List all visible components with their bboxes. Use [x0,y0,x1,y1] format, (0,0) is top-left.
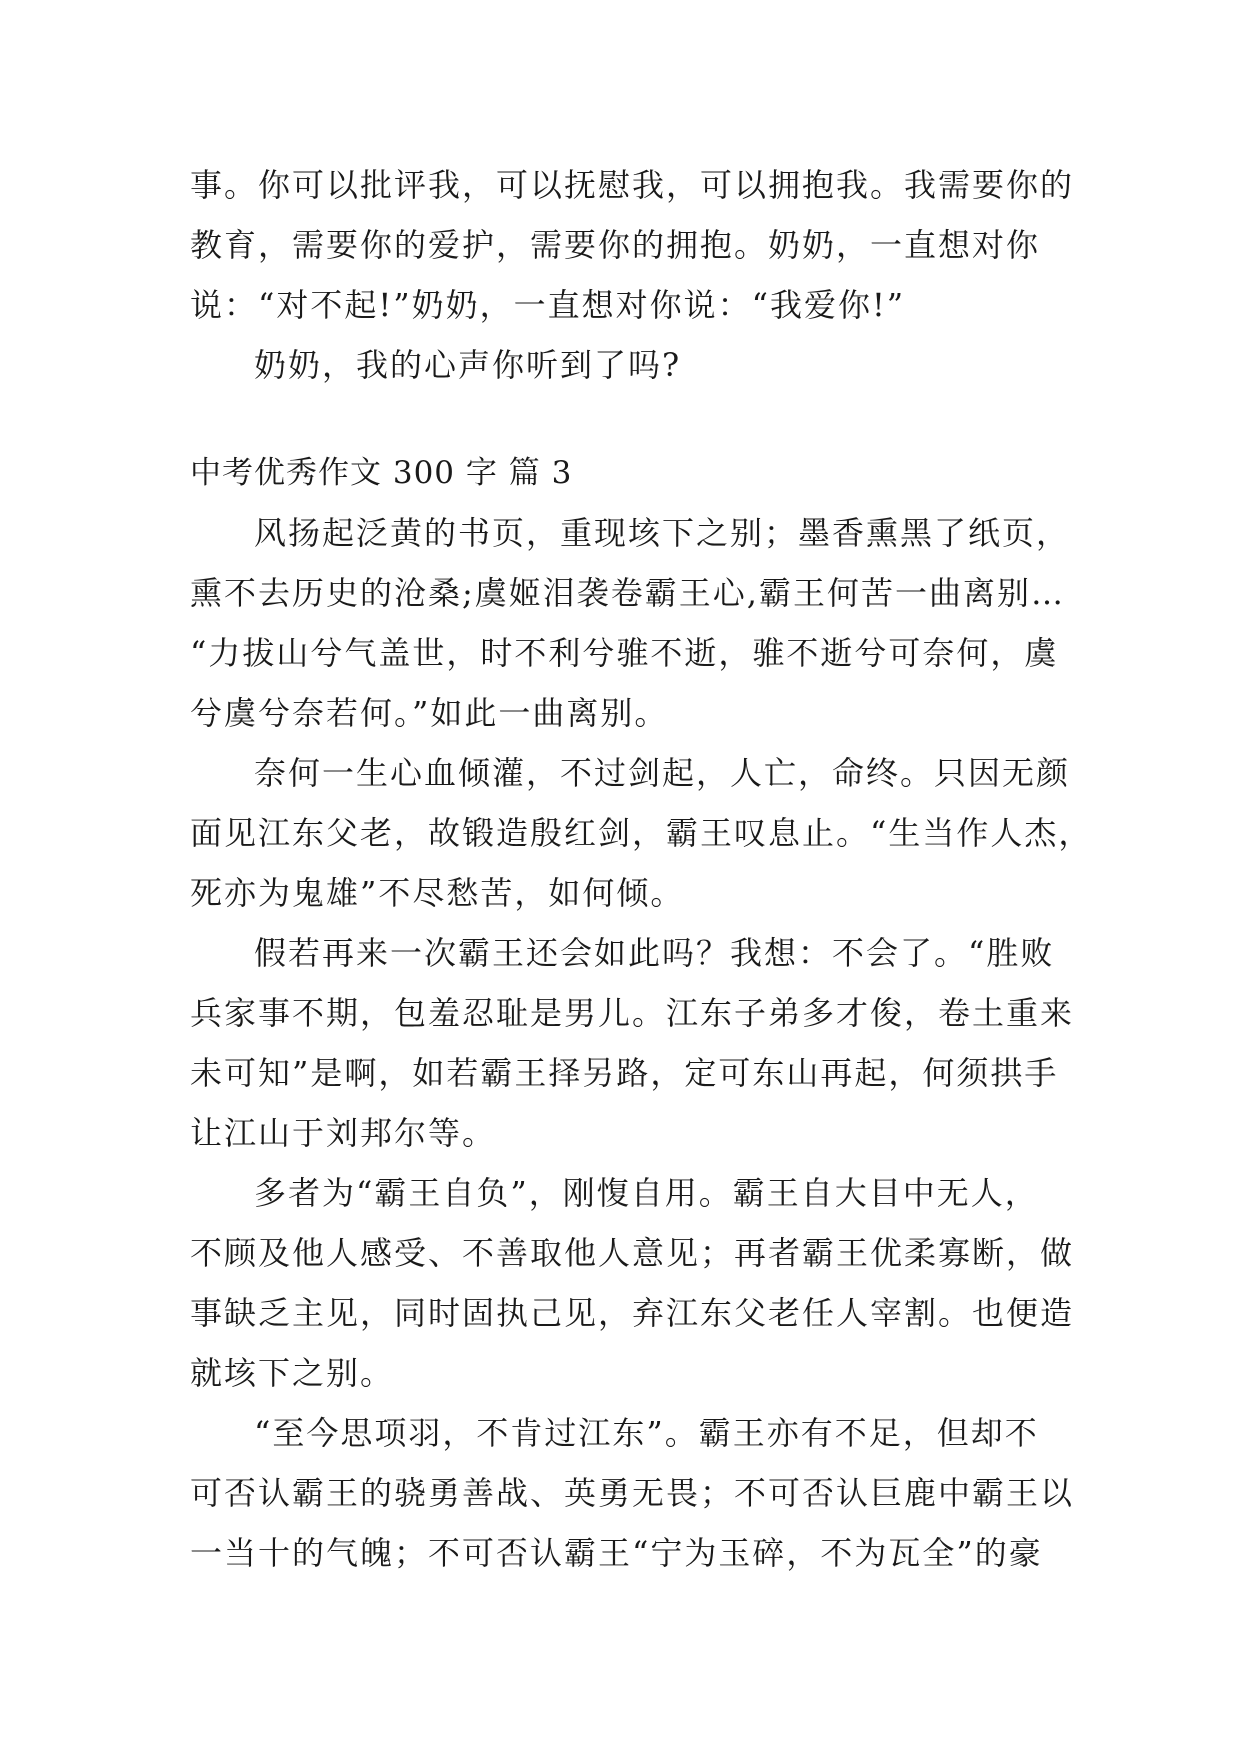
text-line: 事。你可以批评我，可以抚慰我，可以拥抱我。我需要你的 [190,166,1075,204]
paragraph-1-line: 风扬起泛黄的书页，重现垓下之别；墨香熏黑了纸页， [254,514,1071,552]
paragraph-3-line: 让江山于刘邦尔等。 [190,1114,497,1152]
document-page [190,155,1093,1583]
text-line: 教育，需要你的爱护，需要你的拥抱。奶奶，一直想对你 [190,226,1041,264]
paragraph-2-line: 死亦为鬼雄”不尽愁苦，如何倾。 [190,874,685,912]
paragraph-5-line: 可否认霸王的骁勇善战、英勇无畏；不可否认巨鹿中霸王以 [190,1474,1075,1512]
paragraph-4-line: 就垓下之别。 [190,1354,395,1392]
closing-line: 奶奶，我的心声你听到了吗? [254,346,682,384]
paragraph-2-line: 面见江东父老，故锻造殷红剑，霸王叹息止。“生当作人杰， [190,814,1093,852]
text-line: 说：“对不起!”奶奶，一直想对你说：“我爱你!” [190,286,906,324]
paragraph-5-line: 一当十的气魄；不可否认霸王“宁为玉碎，不为瓦全”的豪 [190,1534,1043,1572]
paragraph-3-line: 假若再来一次霸王还会如此吗？我想：不会了。“胜败 [254,934,1055,972]
section-spacer [190,395,1070,443]
paragraph-3-line: 未可知”是啊，如若霸王择另路，定可东山再起，何须拱手 [190,1054,1059,1092]
paragraph-1-line: 熏不去历史的沧桑;虞姬泪袭卷霸王心,霸王何苦一曲离别… [190,574,1065,612]
paragraph-3-line: 兵家事不期，包羞忍耻是男儿。江东子弟多才俊，卷土重来 [190,994,1075,1032]
paragraph-4-line: 事缺乏主见，同时固执己见，弃江东父老任人宰割。也便造 [190,1294,1075,1332]
paragraph-1-line: “力拔山兮气盖世，时不利兮骓不逝，骓不逝兮可奈何，虞 [190,634,1059,672]
paragraph-4-line: 多者为“霸王自负”，刚愎自用。霸王自大目中无人， [254,1174,1039,1212]
paragraph-2-line: 奈何一生心血倾灌，不过剑起，人亡，命终。只因无颜 [254,754,1071,792]
paragraph-4-line: 不顾及他人感受、不善取他人意见；再者霸王优柔寡断，做 [190,1234,1075,1272]
paragraph-1-line: 兮虞兮奈若何。”如此一曲离别。 [190,694,669,732]
paragraph-5-line: “至今思项羽，不肯过江东”。霸王亦有不足，但却不 [254,1414,1039,1452]
section-heading: 中考优秀作文 300 字 篇 3 [190,455,573,491]
